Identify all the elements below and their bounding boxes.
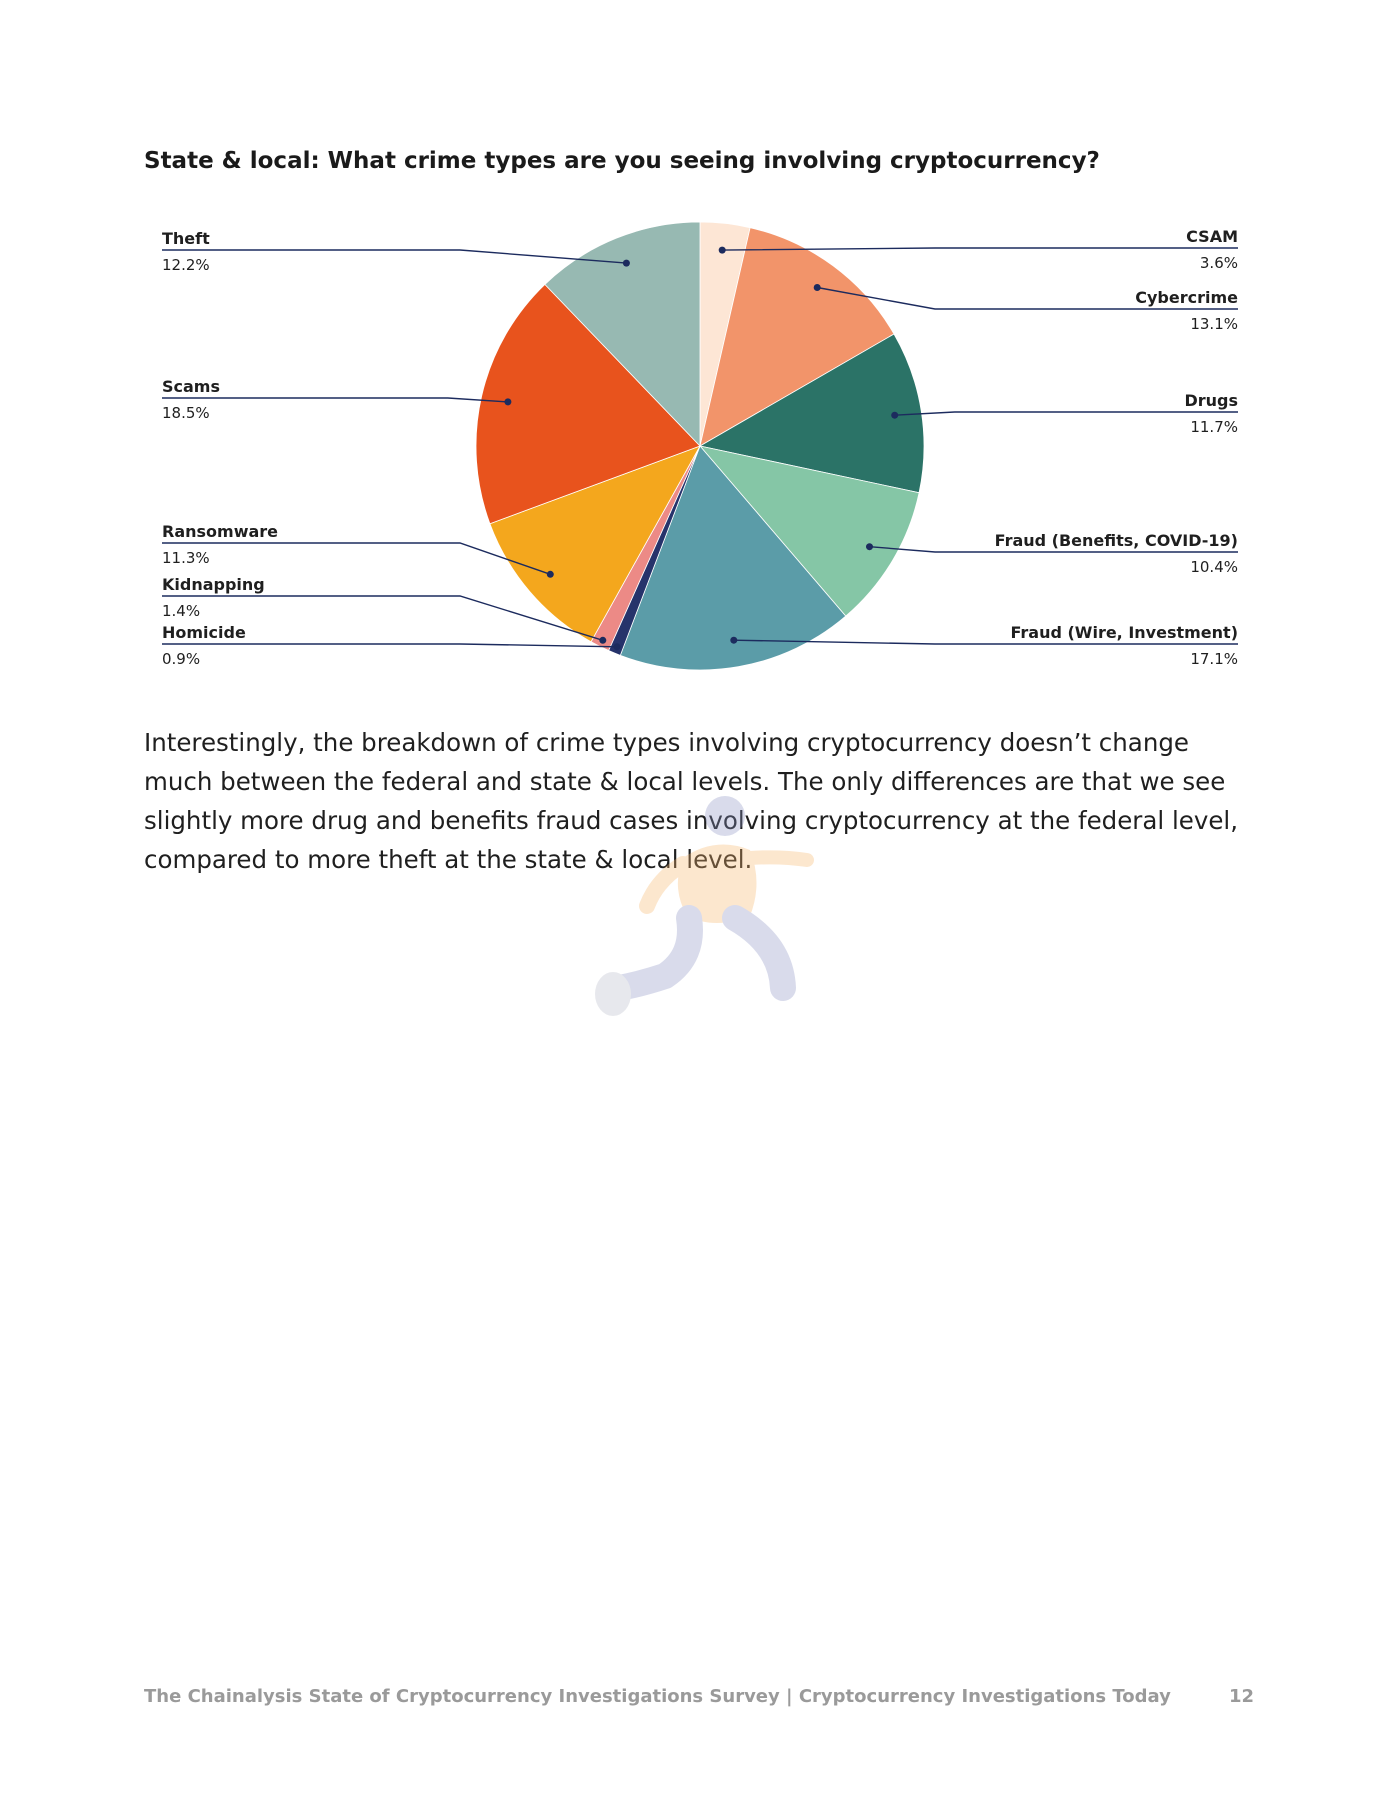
slice-value-kidnapping: 1.4%	[162, 602, 201, 620]
leader-dot-cybercrime	[814, 284, 821, 291]
pie-slices	[476, 222, 924, 670]
leader-dot-fraud-wire-investment	[730, 637, 737, 644]
slice-label-homicide: Homicide	[162, 623, 246, 642]
illustration-head	[705, 796, 745, 836]
leader-dot-drugs	[891, 412, 898, 419]
running-person-illustration	[585, 788, 825, 1028]
slice-label-csam: CSAM	[1186, 227, 1238, 246]
slice-label-theft: Theft	[162, 229, 210, 248]
slice-label-ransomware: Ransomware	[162, 522, 279, 541]
slice-label-drugs: Drugs	[1184, 391, 1238, 410]
slice-value-fraud-benefits-covid-19: 10.4%	[1190, 558, 1238, 576]
slice-label-fraud-benefits-covid-19: Fraud (Benefits, COVID-19)	[994, 531, 1238, 550]
leader-line-homicide	[162, 644, 617, 647]
leader-dot-scams	[504, 398, 511, 405]
illustration-leg-front	[735, 918, 783, 988]
slice-label-fraud-wire-investment: Fraud (Wire, Investment)	[1010, 623, 1238, 642]
slice-value-drugs: 11.7%	[1190, 418, 1238, 436]
slice-value-theft: 12.2%	[162, 256, 210, 274]
leader-line-scams	[162, 398, 508, 402]
leader-dot-homicide	[614, 643, 621, 650]
slice-value-homicide: 0.9%	[162, 650, 201, 668]
slice-value-cybercrime: 13.1%	[1190, 315, 1238, 333]
leader-dot-kidnapping	[599, 637, 606, 644]
leader-dot-fraud-benefits-covid-19	[866, 543, 873, 550]
leader-line-ransomware	[162, 543, 550, 574]
slice-value-ransomware: 11.3%	[162, 549, 210, 567]
page-number: 12	[1228, 1686, 1254, 1707]
chart-title: State & local: What crime types are you seeing involving cryptocurrency?	[144, 148, 1100, 174]
pie-chart	[0, 0, 1400, 700]
leader-dot-ransomware	[547, 571, 554, 578]
leader-line-theft	[162, 250, 626, 263]
slice-value-scams: 18.5%	[162, 404, 210, 422]
illustration-shoe	[595, 972, 631, 1016]
slice-label-kidnapping: Kidnapping	[162, 575, 265, 594]
leader-dot-theft	[623, 260, 630, 267]
illustration-leg-back	[619, 918, 690, 988]
body-paragraph: Interestingly, the breakdown of crime types involving cryptocurrency doesn’t change much between the federal and state & local levels. The only differences are that we see slightly more drug and benefits fraud cases involving cryptocurrency at the federal level, compared to more theft at the state & local level.	[144, 728, 1239, 874]
illustration-arm-right	[750, 857, 807, 860]
slice-label-cybercrime: Cybercrime	[1135, 288, 1238, 307]
slice-value-fraud-wire-investment: 17.1%	[1190, 650, 1238, 668]
slice-value-csam: 3.6%	[1199, 254, 1238, 272]
leader-line-drugs	[895, 412, 1238, 415]
footer-text: The Chainalysis State of Cryptocurrency Investigations Survey | Cryptocurrency Investigations Today	[144, 1686, 1171, 1707]
illustration-arm-left	[647, 864, 683, 906]
leader-dot-csam	[719, 247, 726, 254]
slice-label-scams: Scams	[162, 377, 220, 396]
